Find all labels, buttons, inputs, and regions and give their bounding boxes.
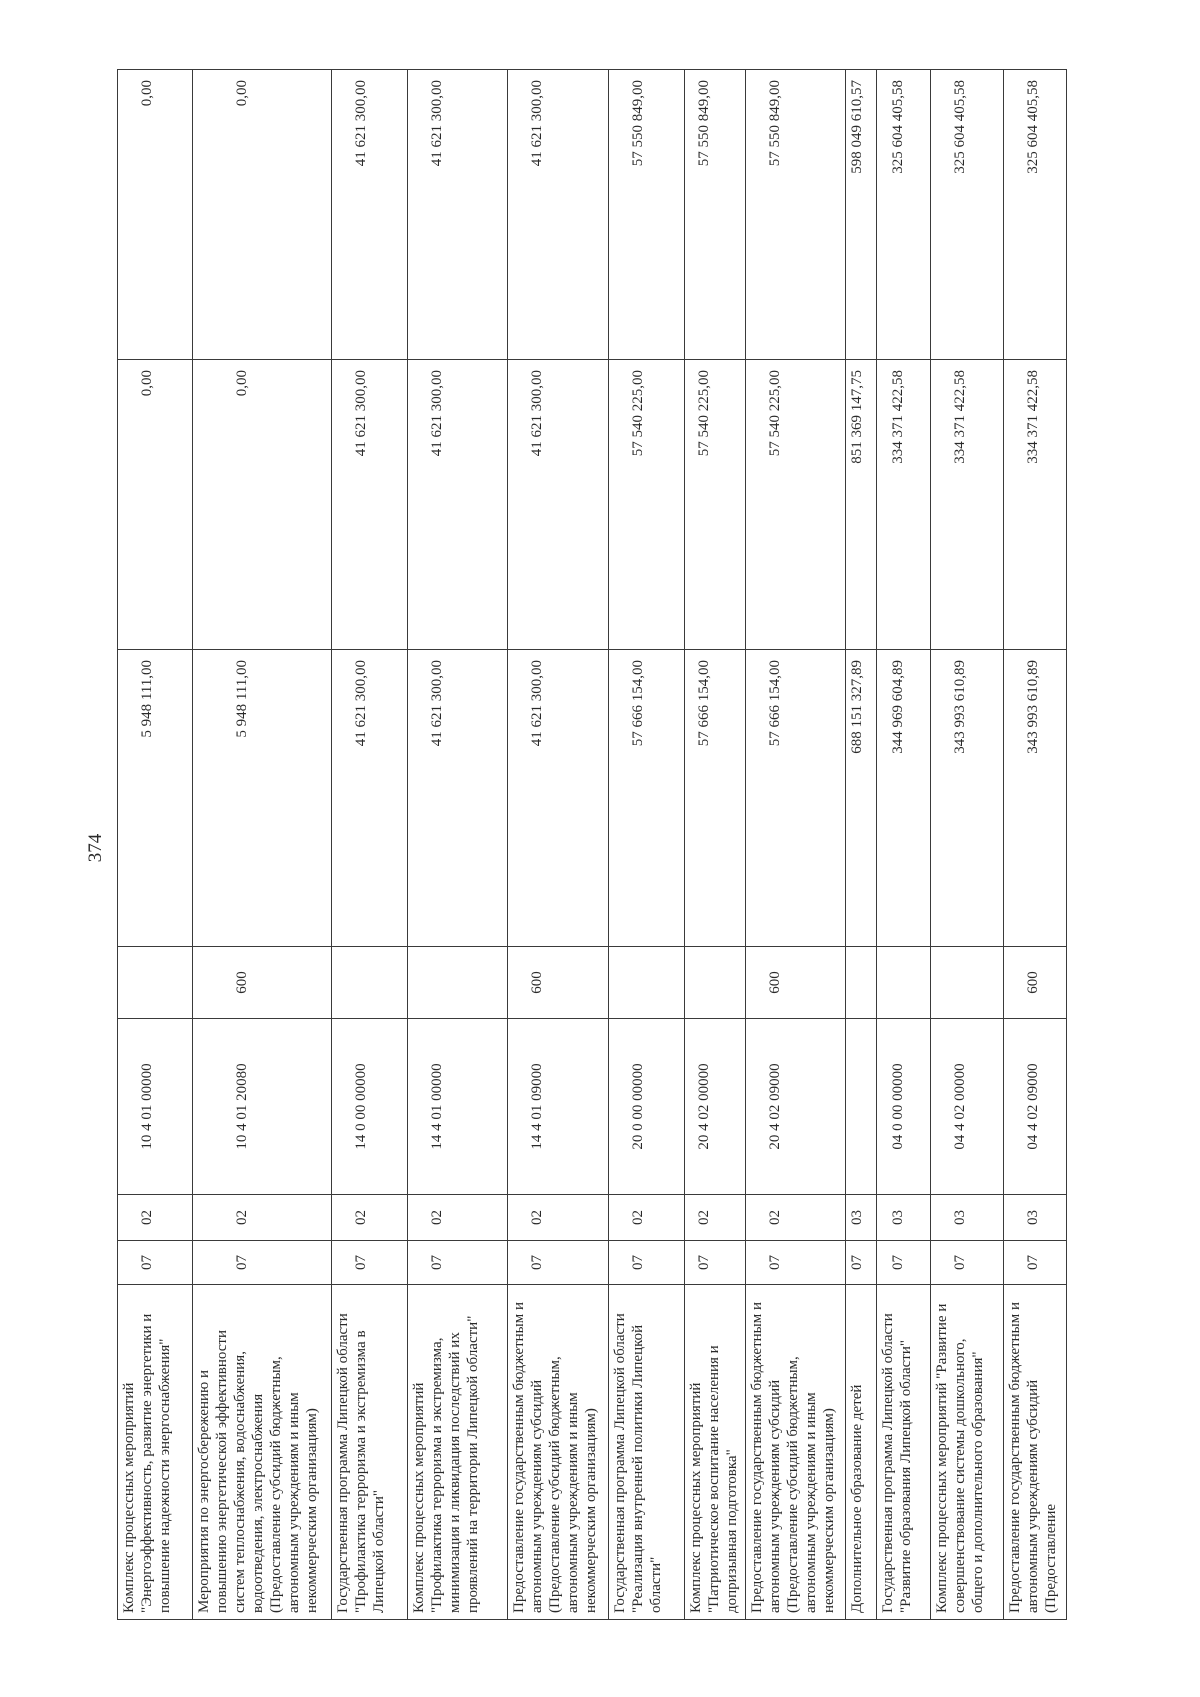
row-section: 07 bbox=[746, 1241, 845, 1285]
row-name: Предоставление государственным бюджетным и автономным учреждениям субсидий (Предоставление субсидий бюджетным, автономным учреждениям и иным некоммерческим организациям) bbox=[508, 1285, 608, 1620]
row-subsection: 02 bbox=[508, 1195, 608, 1241]
row-sum-year1: 41 621 300,00 bbox=[332, 650, 408, 947]
row-subsection: 02 bbox=[408, 1195, 508, 1241]
row-section: 07 bbox=[845, 1241, 876, 1285]
row-expense-type: 600 bbox=[1004, 947, 1067, 1019]
row-sum-year2: 334 371 422,58 bbox=[876, 360, 930, 650]
table-row bbox=[193, 70, 332, 1620]
row-name: Государственная программа Липецкой области "Реализация внутренней политики Липецкой области" bbox=[608, 1285, 684, 1620]
row-sum-year2: 334 371 422,58 bbox=[931, 360, 1004, 650]
row-subsection: 02 bbox=[746, 1195, 845, 1241]
row-target-article: 14 4 01 09000 bbox=[508, 1019, 608, 1195]
row-section: 07 bbox=[1004, 1241, 1067, 1285]
row-sum-year1: 41 621 300,00 bbox=[508, 650, 608, 947]
row-name: Мероприятия по энергосбережению и повышению энергетической эффективности систем теплоснабжения, водоснабжения, водоотведения, электроснабжения (Предоставление субсидий бюджетным, автономным учреждениям и иным некоммерческим организациям) bbox=[193, 1285, 332, 1620]
table-row bbox=[118, 70, 193, 1620]
row-expense-type bbox=[408, 947, 508, 1019]
row-name: Дополнительное образование детей bbox=[845, 1285, 876, 1620]
row-sum-year1: 41 621 300,00 bbox=[408, 650, 508, 947]
row-section: 07 bbox=[193, 1241, 332, 1285]
row-sum-year1: 343 993 610,89 bbox=[931, 650, 1004, 947]
row-subsection: 02 bbox=[118, 1195, 193, 1241]
row-expense-type bbox=[845, 947, 876, 1019]
row-subsection: 02 bbox=[332, 1195, 408, 1241]
row-name: Комплекс процессных мероприятий "Патриотическое воспитание населения и допризывная подготовка" bbox=[684, 1285, 746, 1620]
row-name: Предоставление государственным бюджетным и автономным учреждениям субсидий (Предоставление субсидий бюджетным, автономным учреждениям и иным некоммерческим организациям) bbox=[746, 1285, 845, 1620]
row-expense-type: 600 bbox=[193, 947, 332, 1019]
table-row bbox=[845, 70, 876, 1620]
row-section: 07 bbox=[332, 1241, 408, 1285]
row-sum-year3: 598 049 610,57 bbox=[845, 70, 876, 360]
table-row bbox=[508, 70, 608, 1620]
row-target-article: 14 0 00 00000 bbox=[332, 1019, 408, 1195]
row-sum-year3: 41 621 300,00 bbox=[408, 70, 508, 360]
row-name: Государственная программа Липецкой области "Профилактика терроризма и экстремизма в Липецкой области" bbox=[332, 1285, 408, 1620]
row-sum-year3: 0,00 bbox=[118, 70, 193, 360]
row-name: Комплекс процессных мероприятий "Развитие и совершенствование системы дошкольного, общего и дополнительного образования" bbox=[931, 1285, 1004, 1620]
table-row bbox=[1004, 70, 1067, 1620]
row-name: Государственная программа Липецкой области "Развитие образования Липецкой области" bbox=[876, 1285, 930, 1620]
row-subsection: 02 bbox=[684, 1195, 746, 1241]
row-expense-type: 600 bbox=[508, 947, 608, 1019]
table-row bbox=[408, 70, 508, 1620]
row-sum-year1: 5 948 111,00 bbox=[193, 650, 332, 947]
row-subsection: 02 bbox=[608, 1195, 684, 1241]
row-sum-year3: 41 621 300,00 bbox=[508, 70, 608, 360]
budget-table bbox=[117, 69, 1067, 1620]
row-sum-year2: 57 540 225,00 bbox=[608, 360, 684, 650]
row-expense-type bbox=[608, 947, 684, 1019]
row-target-article: 10 4 01 20080 bbox=[193, 1019, 332, 1195]
row-section: 07 bbox=[408, 1241, 508, 1285]
row-name: Комплекс процессных мероприятий "Профилактика терроризма и экстремизма, минимизация и ликвидация последствий их проявлений на территории Липецкой области" bbox=[408, 1285, 508, 1620]
row-sum-year1: 343 993 610,89 bbox=[1004, 650, 1067, 947]
row-target-article bbox=[845, 1019, 876, 1195]
row-name: Предоставление государственным бюджетным и автономным учреждениям субсидий (Предоставление bbox=[1004, 1285, 1067, 1620]
row-section: 07 bbox=[508, 1241, 608, 1285]
row-sum-year2: 334 371 422,58 bbox=[1004, 360, 1067, 650]
row-sum-year3: 57 550 849,00 bbox=[684, 70, 746, 360]
row-subsection: 03 bbox=[845, 1195, 876, 1241]
table-row bbox=[746, 70, 845, 1620]
row-expense-type bbox=[931, 947, 1004, 1019]
row-sum-year1: 5 948 111,00 bbox=[118, 650, 193, 947]
row-expense-type bbox=[118, 947, 193, 1019]
row-subsection: 02 bbox=[193, 1195, 332, 1241]
row-expense-type bbox=[684, 947, 746, 1019]
row-sum-year3: 0,00 bbox=[193, 70, 332, 360]
row-sum-year1: 688 151 327,89 bbox=[845, 650, 876, 947]
row-sum-year2: 851 369 147,75 bbox=[845, 360, 876, 650]
row-sum-year2: 41 621 300,00 bbox=[332, 360, 408, 650]
row-sum-year3: 325 604 405,58 bbox=[1004, 70, 1067, 360]
row-sum-year2: 41 621 300,00 bbox=[508, 360, 608, 650]
table-row bbox=[332, 70, 408, 1620]
row-section: 07 bbox=[118, 1241, 193, 1285]
row-target-article: 04 4 02 09000 bbox=[1004, 1019, 1067, 1195]
row-target-article: 20 4 02 09000 bbox=[746, 1019, 845, 1195]
row-subsection: 03 bbox=[931, 1195, 1004, 1241]
row-name: Комплекс процессных мероприятий "Энергоэффективность, развитие энергетики и повышение надежности энергоснабжения" bbox=[118, 1285, 193, 1620]
row-target-article: 04 0 00 00000 bbox=[876, 1019, 930, 1195]
row-sum-year3: 325 604 405,58 bbox=[876, 70, 930, 360]
table-row bbox=[876, 70, 930, 1620]
table-row bbox=[608, 70, 684, 1620]
row-sum-year1: 57 666 154,00 bbox=[746, 650, 845, 947]
row-target-article: 14 4 01 00000 bbox=[408, 1019, 508, 1195]
row-sum-year1: 344 969 604,89 bbox=[876, 650, 930, 947]
row-target-article: 04 4 02 00000 bbox=[931, 1019, 1004, 1195]
row-target-article: 10 4 01 00000 bbox=[118, 1019, 193, 1195]
row-sum-year2: 0,00 bbox=[118, 360, 193, 650]
row-sum-year1: 57 666 154,00 bbox=[608, 650, 684, 947]
row-sum-year3: 57 550 849,00 bbox=[608, 70, 684, 360]
row-sum-year2: 57 540 225,00 bbox=[746, 360, 845, 650]
row-target-article: 20 0 00 00000 bbox=[608, 1019, 684, 1195]
row-section: 07 bbox=[684, 1241, 746, 1285]
row-subsection: 03 bbox=[1004, 1195, 1067, 1241]
row-expense-type bbox=[332, 947, 408, 1019]
table-row bbox=[684, 70, 746, 1620]
page-number: 374 bbox=[85, 833, 106, 863]
row-sum-year3: 41 621 300,00 bbox=[332, 70, 408, 360]
budget-table-container bbox=[117, 70, 1067, 1620]
row-sum-year3: 57 550 849,00 bbox=[746, 70, 845, 360]
row-section: 07 bbox=[876, 1241, 930, 1285]
row-sum-year2: 57 540 225,00 bbox=[684, 360, 746, 650]
row-sum-year2: 0,00 bbox=[193, 360, 332, 650]
row-sum-year2: 41 621 300,00 bbox=[408, 360, 508, 650]
row-section: 07 bbox=[608, 1241, 684, 1285]
row-section: 07 bbox=[931, 1241, 1004, 1285]
table-row bbox=[931, 70, 1004, 1620]
row-sum-year3: 325 604 405,58 bbox=[931, 70, 1004, 360]
row-expense-type: 600 bbox=[746, 947, 845, 1019]
row-expense-type bbox=[876, 947, 930, 1019]
row-subsection: 03 bbox=[876, 1195, 930, 1241]
row-sum-year1: 57 666 154,00 bbox=[684, 650, 746, 947]
row-target-article: 20 4 02 00000 bbox=[684, 1019, 746, 1195]
